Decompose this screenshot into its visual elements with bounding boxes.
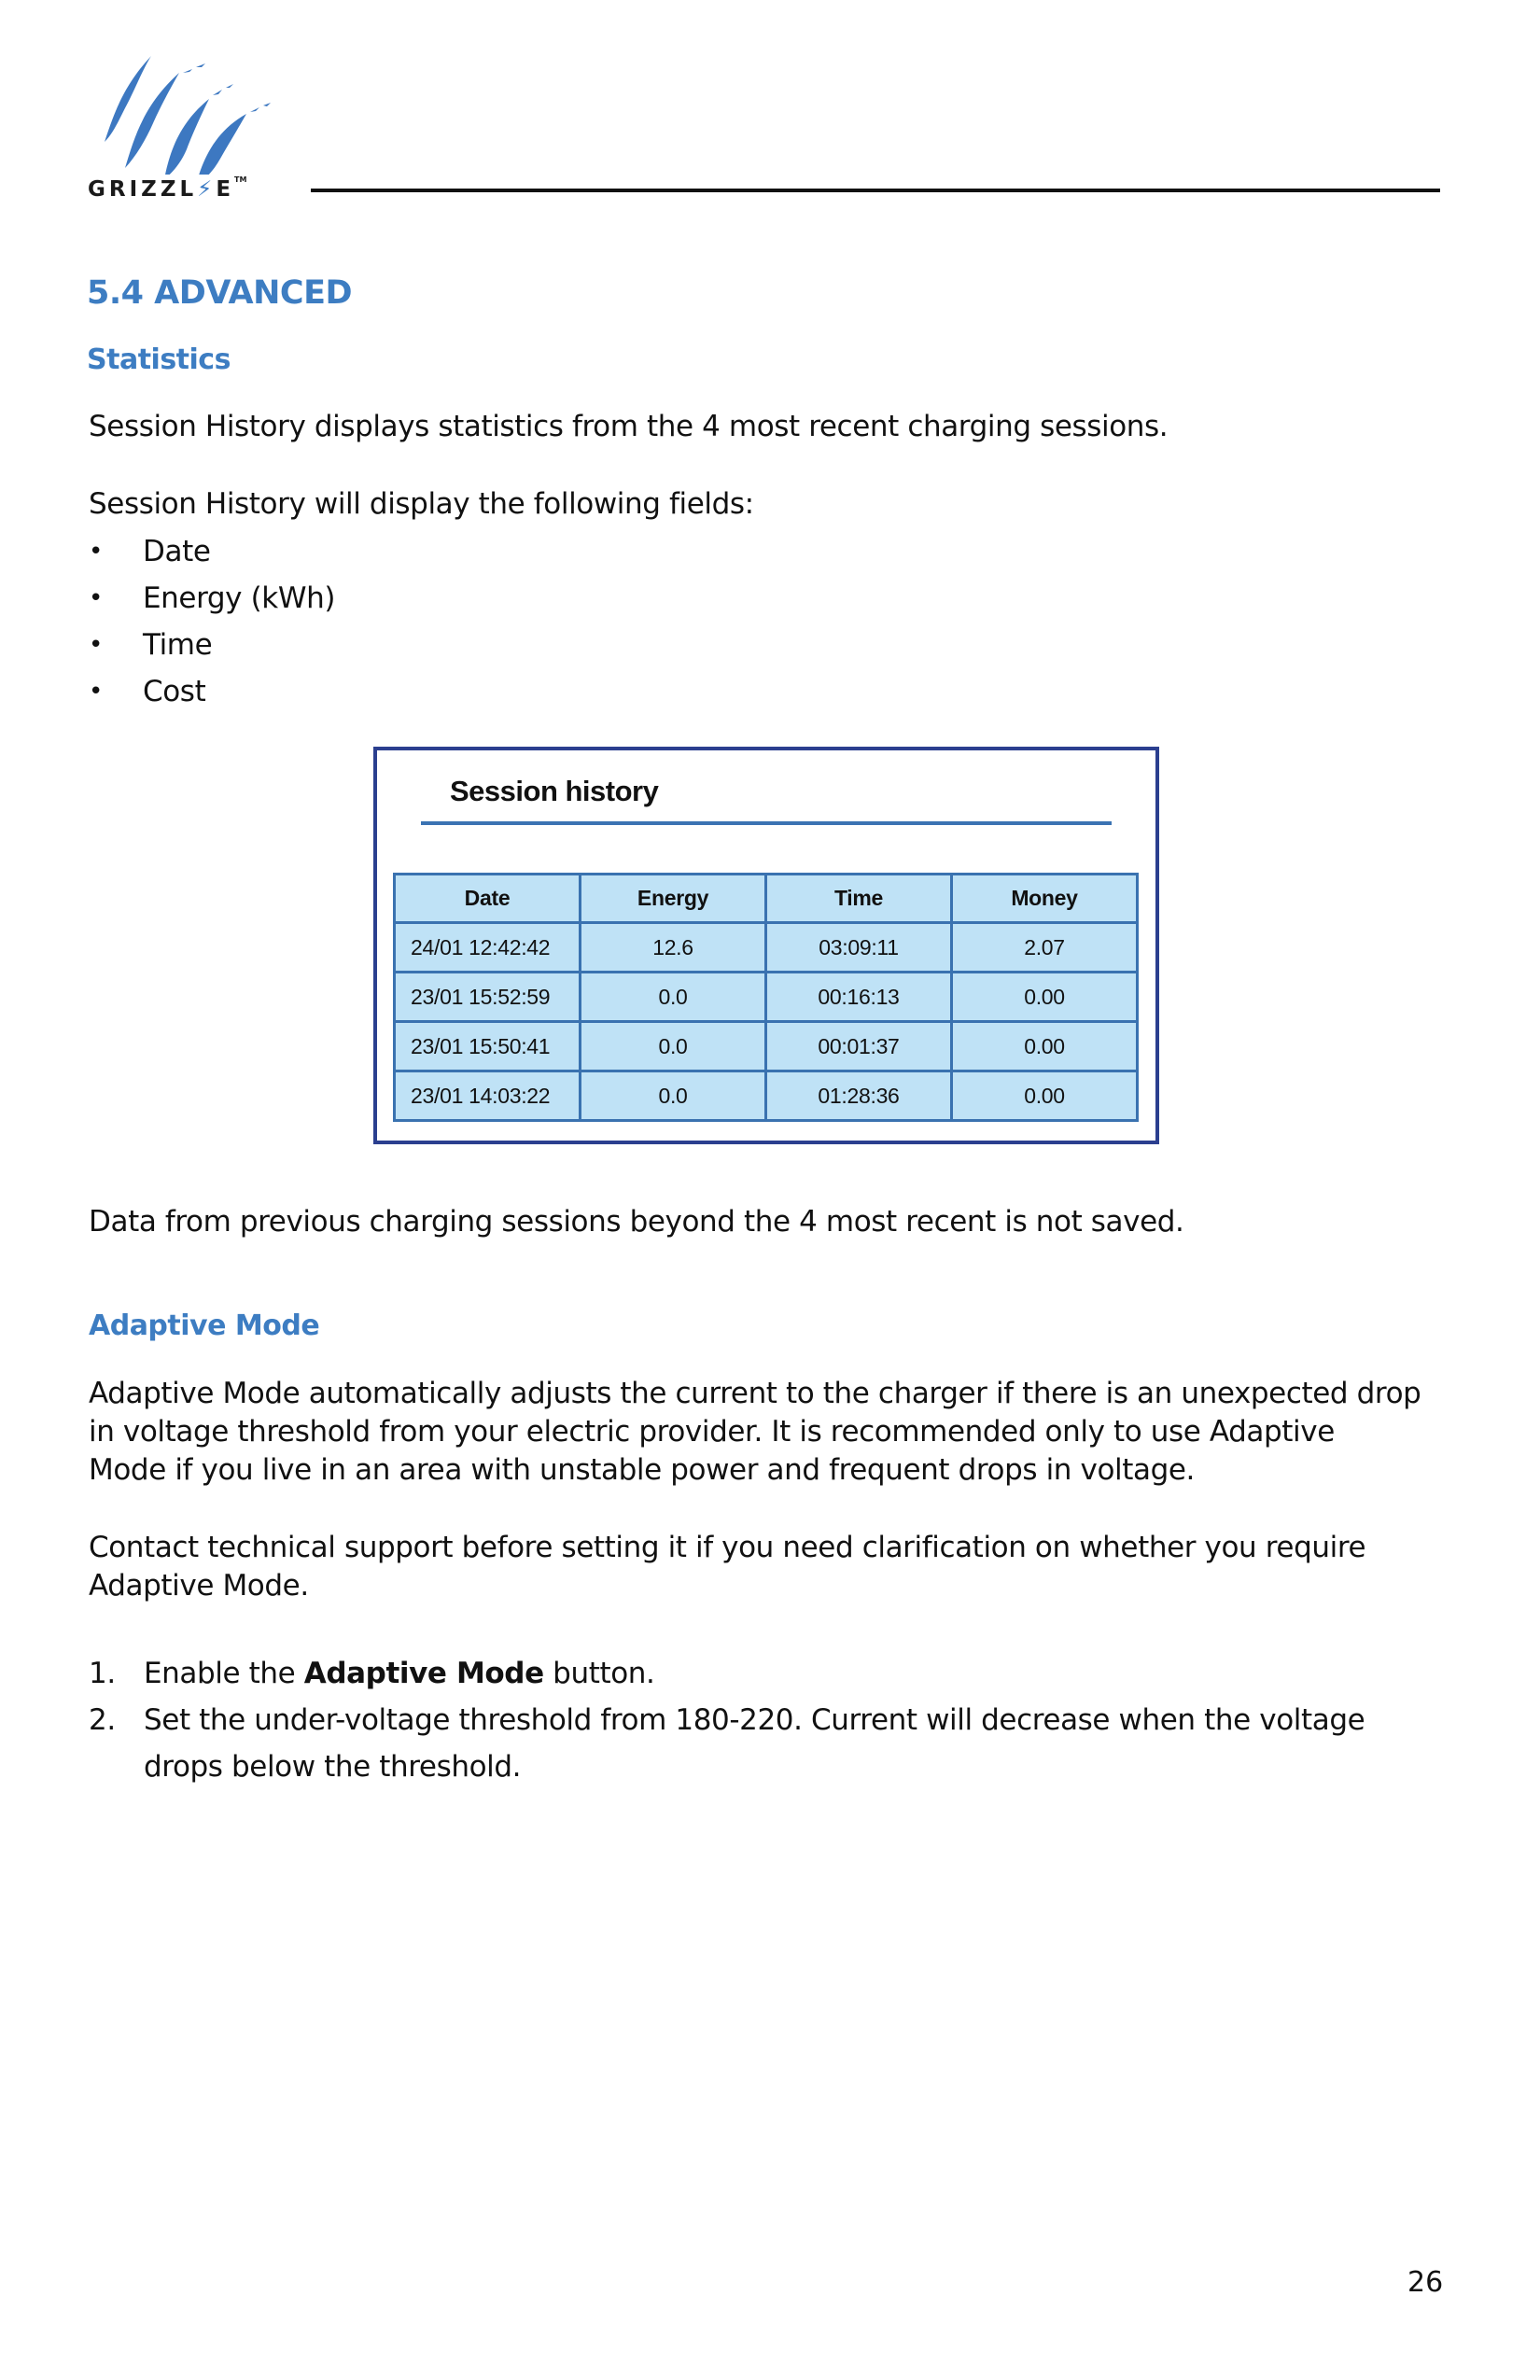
table-row xyxy=(395,923,1138,973)
step-text xyxy=(144,1650,1469,1697)
cell-date: 24/01 12:42:42 xyxy=(395,923,581,973)
column-header-date: Date xyxy=(395,875,581,923)
step-item xyxy=(89,1650,1414,1697)
cell-date: 23/01 15:50:41 xyxy=(395,1022,581,1071)
column-header-time: Time xyxy=(766,875,952,923)
brand-wordmark xyxy=(88,177,246,202)
table-row xyxy=(395,1071,1138,1121)
step-text-post: button. xyxy=(543,1657,655,1690)
adaptive-mode-paragraph-1-line-1: Adaptive Mode automatically adjusts the current to the charger if there is an unexpected drop xyxy=(89,1377,1421,1410)
cell-energy: 0.0 xyxy=(581,1022,766,1071)
step-text: Set the under-voltage threshold from 180-220. Current will decrease when the voltage drops below the threshold. xyxy=(144,1703,1365,1784)
bullet-icon: • xyxy=(89,584,103,612)
field-date: Date xyxy=(143,535,211,568)
cell-money: 0.00 xyxy=(952,1071,1138,1121)
session-history-title-underline xyxy=(421,821,1112,825)
fields-intro: Session History will display the following fields: xyxy=(89,487,754,521)
cell-money: 2.07 xyxy=(952,923,1138,973)
trademark-mark: TM xyxy=(234,175,247,184)
cell-time: 01:28:36 xyxy=(766,1071,952,1121)
bullet-icon: • xyxy=(89,631,103,659)
step-number: 2. xyxy=(89,1703,116,1737)
adaptive-mode-paragraph-2-line-1: Contact technical support before setting it if you need clarification on whether you require xyxy=(89,1531,1366,1564)
statistics-intro: Session History displays statistics from the 4 most recent charging sessions. xyxy=(89,410,1169,443)
field-cost: Cost xyxy=(143,675,206,708)
field-time: Time xyxy=(143,628,213,662)
adaptive-mode-button-label: Adaptive Mode xyxy=(303,1657,544,1690)
step-text-pre: Enable the xyxy=(144,1657,304,1690)
cell-time: 00:16:13 xyxy=(766,973,952,1022)
cell-energy: 0.0 xyxy=(581,973,766,1022)
lightning-bolt-icon: ⚡ xyxy=(197,177,217,202)
session-history-table xyxy=(393,873,1139,1122)
header-divider xyxy=(311,189,1440,192)
data-retention-note: Data from previous charging sessions beyond the 4 most recent is not saved. xyxy=(89,1205,1184,1239)
adaptive-mode-paragraph-2-line-2: Adaptive Mode. xyxy=(89,1569,309,1603)
brand-text-e: E xyxy=(216,177,235,202)
adaptive-mode-paragraph-1-line-3: Mode if you live in an area with unstable power and frequent drops in voltage. xyxy=(89,1453,1195,1487)
table-row xyxy=(395,973,1138,1022)
adaptive-mode-heading: Adaptive Mode xyxy=(89,1309,320,1342)
column-header-energy: Energy xyxy=(581,875,766,923)
cell-energy: 12.6 xyxy=(581,923,766,973)
adaptive-mode-steps xyxy=(89,1650,1414,1790)
field-energy: Energy (kWh) xyxy=(143,581,336,615)
cell-time: 03:09:11 xyxy=(766,923,952,973)
page-number: 26 xyxy=(1407,2266,1444,2299)
cell-time: 00:01:37 xyxy=(766,1022,952,1071)
cell-money: 0.00 xyxy=(952,973,1138,1022)
cell-date: 23/01 15:52:59 xyxy=(395,973,581,1022)
table-header-row xyxy=(395,875,1138,923)
step-number: 1. xyxy=(89,1657,116,1690)
section-title: 5.4 ADVANCED xyxy=(87,274,353,312)
statistics-heading: Statistics xyxy=(87,343,231,376)
bullet-icon: • xyxy=(89,678,103,706)
cell-energy: 0.0 xyxy=(581,1071,766,1121)
bullet-icon: • xyxy=(89,538,103,566)
cell-date: 23/01 14:03:22 xyxy=(395,1071,581,1121)
table-row xyxy=(395,1022,1138,1071)
claw-marks-icon xyxy=(86,49,291,175)
grizzle-logo xyxy=(86,49,291,212)
step-item xyxy=(89,1697,1414,1790)
adaptive-mode-paragraph-1-line-2: in voltage threshold from your electric provider. It is recommended only to use Adaptive xyxy=(89,1415,1335,1449)
session-history-title: Session history xyxy=(450,775,659,807)
session-history-panel xyxy=(373,747,1159,1144)
cell-money: 0.00 xyxy=(952,1022,1138,1071)
brand-text: GRIZZL xyxy=(88,177,198,202)
column-header-money: Money xyxy=(952,875,1138,923)
